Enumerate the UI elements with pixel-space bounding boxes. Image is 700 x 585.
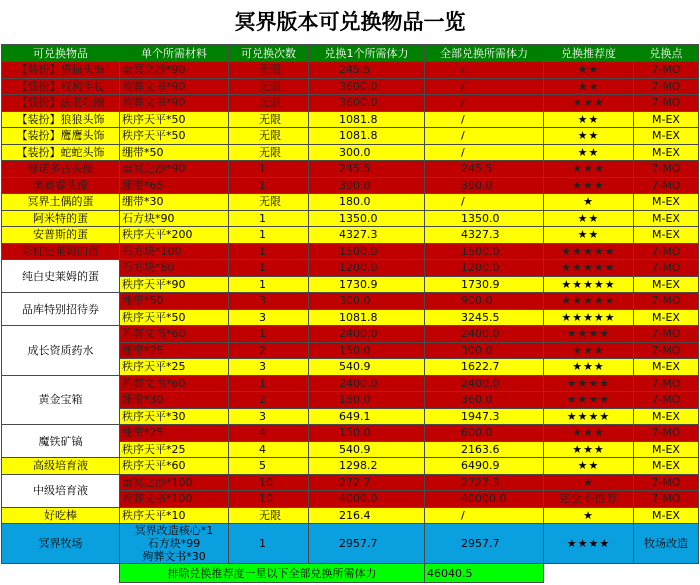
cost-cell: 1500.0 [309, 243, 425, 260]
rating-cell: ★★★★★ [544, 293, 634, 310]
table-row [2, 62, 699, 79]
point-cell: 7-MO [634, 95, 699, 112]
material-cell: 绷带*50 [120, 144, 229, 161]
rating-cell: ★★ [544, 78, 634, 95]
table-row [2, 161, 699, 178]
point-cell: M-EX [634, 408, 699, 425]
point-cell: 7-MO [634, 62, 699, 79]
material-cell: 绷带*30 [120, 392, 229, 409]
cost-cell: 3600.0 [309, 95, 425, 112]
rating-cell: ★★★★★ [544, 309, 634, 326]
cost-cell: 1200.0 [309, 260, 425, 277]
table-row [2, 425, 699, 442]
material-cell: 幽冥之沙*90 [120, 62, 229, 79]
material-cell: 殉葬文书*60 [120, 326, 229, 343]
header-cell-point: 兑换点 [634, 45, 699, 62]
times-cell: 10 [229, 474, 309, 491]
material-cell: 秩序天平*90 [120, 276, 229, 293]
total-cell: 6490.9 [425, 458, 544, 475]
table-row [2, 293, 699, 310]
cost-cell: 1730.9 [309, 276, 425, 293]
times-cell: 无限 [229, 62, 309, 79]
item-name: 冥界土偶的蛋 [2, 194, 120, 211]
material-cell: 秩序天平*25 [120, 359, 229, 376]
total-cell: / [425, 62, 544, 79]
rating-cell: ★★ [544, 458, 634, 475]
total-cell: 1730.9 [425, 276, 544, 293]
material-cell: 石方块*90 [120, 210, 229, 227]
total-cell: 390.0 [425, 177, 544, 194]
total-cell: 2727.3 [425, 474, 544, 491]
cost-cell: 4327.3 [309, 227, 425, 244]
rating-cell: ★★★ [544, 161, 634, 178]
point-cell: M-EX [634, 276, 699, 293]
summary-value: 46040.5 [425, 564, 544, 583]
material-cell: 殉葬文书*90 [120, 78, 229, 95]
table-row [2, 95, 699, 112]
times-cell: 4 [229, 425, 309, 442]
total-cell: 1947.3 [425, 408, 544, 425]
item-name: 阿米特的蛋 [2, 210, 120, 227]
material-cell: 绷带*25 [120, 342, 229, 359]
point-cell: M-EX [634, 111, 699, 128]
times-cell: 3 [229, 309, 309, 326]
header-cell-times: 可兑换次数 [229, 45, 309, 62]
total-cell: 1622.7 [425, 359, 544, 376]
cost-cell: 4000.0 [309, 491, 425, 508]
rating-cell: ★★ [544, 62, 634, 79]
header-cell-rating: 兑换推荐度 [544, 45, 634, 62]
cost-cell: 272.7 [309, 474, 425, 491]
point-cell: 牧场改造 [634, 524, 699, 564]
total-cell: 40000.0 [425, 491, 544, 508]
rating-cell: ★★ [544, 227, 634, 244]
item-name: 【装扮】狼狼头饰 [2, 111, 120, 128]
point-cell: 7-MO [634, 161, 699, 178]
table-row [2, 111, 699, 128]
point-cell: M-EX [634, 309, 699, 326]
times-cell: 1 [229, 210, 309, 227]
material-cell: 秩序天平*60 [120, 458, 229, 475]
table-row [2, 227, 699, 244]
rating-cell: ★ [544, 474, 634, 491]
cost-cell: 1298.2 [309, 458, 425, 475]
table-row [2, 177, 699, 194]
times-cell: 无限 [229, 144, 309, 161]
header-cell-cost: 兑换1个所需体力 [309, 45, 425, 62]
material-cell: 幽冥之沙*90 [120, 161, 229, 178]
item-name: 奥赛睿头像 [2, 177, 120, 194]
total-cell: / [425, 194, 544, 211]
point-cell: M-EX [634, 227, 699, 244]
cost-cell: 1081.8 [309, 111, 425, 128]
total-cell: 1350.0 [425, 210, 544, 227]
rating-cell: ★★★★★ [544, 260, 634, 277]
total-cell: / [425, 95, 544, 112]
times-cell: 1 [229, 227, 309, 244]
total-cell: / [425, 507, 544, 524]
rating-cell: ★★★★ [544, 375, 634, 392]
summary-label: 排除兑换推荐度一星以下全部兑换所需体力 [120, 564, 425, 583]
total-cell: 900.0 [425, 293, 544, 310]
cost-cell: 1081.8 [309, 128, 425, 145]
point-cell: 7-MO [634, 78, 699, 95]
total-cell: 2400.0 [425, 375, 544, 392]
point-cell: M-EX [634, 128, 699, 145]
point-cell: M-EX [634, 144, 699, 161]
rating-cell: ★ [544, 194, 634, 211]
item-name: 中级培育液 [2, 474, 120, 507]
item-name: 【装扮】蛇蛇头饰 [2, 144, 120, 161]
material-cell: 秩序天平*50 [120, 111, 229, 128]
item-name: 高级培育液 [2, 458, 120, 475]
cost-cell: 180.0 [309, 194, 425, 211]
point-cell: 7-MO [634, 474, 699, 491]
point-cell: 7-MO [634, 342, 699, 359]
times-cell: 1 [229, 177, 309, 194]
total-cell: / [425, 111, 544, 128]
total-cell: 2400.0 [425, 326, 544, 343]
rating-cell: ★★★ [544, 177, 634, 194]
times-cell: 1 [229, 375, 309, 392]
cost-cell: 300.0 [309, 144, 425, 161]
times-cell: 1 [229, 524, 309, 564]
point-cell: 7-MO [634, 243, 699, 260]
material-cell: 石方块*80 [120, 260, 229, 277]
point-cell: 7-MO [634, 260, 699, 277]
material-cell: 绷带*25 [120, 425, 229, 442]
cost-cell: 390.0 [309, 177, 425, 194]
times-cell: 无限 [229, 507, 309, 524]
item-name: 修诺多古头像 [2, 161, 120, 178]
times-cell: 3 [229, 408, 309, 425]
rating-cell: ★★ [544, 128, 634, 145]
rating-cell: ★★★★ [544, 326, 634, 343]
rating-cell: ★★ [544, 111, 634, 128]
item-name: 好吃棒 [2, 507, 120, 524]
material-line: 石方块*99 [147, 537, 201, 550]
cost-cell: 540.9 [309, 359, 425, 376]
total-cell: / [425, 144, 544, 161]
times-cell: 1 [229, 243, 309, 260]
item-name: 纯白史莱姆的蛋 [2, 260, 120, 293]
cost-cell: 300.0 [309, 293, 425, 310]
header-cell-item: 可兑换物品 [2, 45, 120, 62]
cost-cell: 2400.0 [309, 326, 425, 343]
material-line: 殉葬文书*30 [142, 550, 206, 563]
times-cell: 1 [229, 260, 309, 277]
cost-cell: 1081.8 [309, 309, 425, 326]
total-cell: 1200.0 [425, 260, 544, 277]
table-row [2, 326, 699, 343]
table-row [2, 243, 699, 260]
item-name: 魔铁矿镐 [2, 425, 120, 458]
material-cell: 秩序天平*25 [120, 441, 229, 458]
cost-cell: 1350.0 [309, 210, 425, 227]
total-cell: 600.0 [425, 425, 544, 442]
point-cell: 7-MO [634, 293, 699, 310]
rating-cell: ★★★ [544, 441, 634, 458]
total-cell: 2163.6 [425, 441, 544, 458]
cost-cell: 245.5 [309, 161, 425, 178]
cost-cell: 150.0 [309, 425, 425, 442]
material-cell: 绷带*65 [120, 177, 229, 194]
total-cell: 245.5 [425, 161, 544, 178]
point-cell: 7-MO [634, 491, 699, 508]
material-cell: 绷带*30 [120, 194, 229, 211]
times-cell: 4 [229, 441, 309, 458]
table-row [2, 474, 699, 491]
item-name: 黄金宝箱 [2, 375, 120, 425]
material-cell: 绷带*50 [120, 293, 229, 310]
times-cell: 2 [229, 342, 309, 359]
point-cell: M-EX [634, 458, 699, 475]
rating-cell: ★★★★ [544, 524, 634, 564]
table-row [2, 128, 699, 145]
cost-cell: 180.0 [309, 392, 425, 409]
total-cell: 300.0 [425, 342, 544, 359]
point-cell: 7-MO [634, 375, 699, 392]
point-cell: M-EX [634, 194, 699, 211]
cost-cell: 216.4 [309, 507, 425, 524]
times-cell: 无限 [229, 128, 309, 145]
item-name: 【装扮】权利手杖 [2, 78, 120, 95]
table-row [2, 458, 699, 475]
total-cell: 3245.5 [425, 309, 544, 326]
rating-cell: ★★★ [544, 342, 634, 359]
header-row [2, 45, 699, 62]
rating-cell: ★★ [544, 210, 634, 227]
rating-cell: ★★★ [544, 95, 634, 112]
cost-cell: 150.0 [309, 342, 425, 359]
times-cell: 1 [229, 326, 309, 343]
point-cell: M-EX [634, 507, 699, 524]
rating-cell: ★★★★★ [544, 276, 634, 293]
material-cell: 殉葬文书*100 [120, 491, 229, 508]
item-name: 安普斯的蛋 [2, 227, 120, 244]
point-cell: 7-MO [634, 177, 699, 194]
material-cell: 秩序天平*200 [120, 227, 229, 244]
summary-spacer [544, 564, 699, 583]
point-cell: M-EX [634, 441, 699, 458]
material-cell: 殉葬文书*90 [120, 95, 229, 112]
exchange-table [1, 44, 699, 583]
times-cell: 10 [229, 491, 309, 508]
rating-cell: ★ [544, 507, 634, 524]
times-cell: 2 [229, 392, 309, 409]
material-cell: 秩序天平*30 [120, 408, 229, 425]
times-cell: 无限 [229, 111, 309, 128]
times-cell: 1 [229, 161, 309, 178]
item-name: 冥界牧场 [2, 524, 120, 564]
material-line: 冥界改造核心*1 [134, 524, 214, 537]
cost-cell: 649.1 [309, 408, 425, 425]
cost-cell: 540.9 [309, 441, 425, 458]
rating-cell: ★★★ [544, 425, 634, 442]
item-name: 彩虹史莱姆的蛋 [2, 243, 120, 260]
times-cell: 3 [229, 293, 309, 310]
total-cell: 360.0 [425, 392, 544, 409]
material-cell: 石方块*100 [120, 243, 229, 260]
total-cell: 2957.7 [425, 524, 544, 564]
point-cell: 7-MO [634, 425, 699, 442]
table-row [2, 507, 699, 524]
item-name: 【装扮】鹰鹰头饰 [2, 128, 120, 145]
total-cell: 4327.3 [425, 227, 544, 244]
material-cell: 秩序天平*50 [120, 309, 229, 326]
total-cell: 1500.0 [425, 243, 544, 260]
table-body [2, 45, 699, 583]
table-row [2, 260, 699, 277]
material-cell: 秩序天平*50 [120, 128, 229, 145]
point-cell: 7-MO [634, 392, 699, 409]
cost-cell: 3600.0 [309, 78, 425, 95]
total-cell: / [425, 128, 544, 145]
times-cell: 无限 [229, 78, 309, 95]
cost-cell: 2957.7 [309, 524, 425, 564]
times-cell: 1 [229, 276, 309, 293]
point-cell: 7-MO [634, 326, 699, 343]
cost-cell: 2400.0 [309, 375, 425, 392]
table-row [2, 210, 699, 227]
point-cell: M-EX [634, 210, 699, 227]
material-list [120, 524, 229, 564]
rating-cell: ★★★★ [544, 408, 634, 425]
total-cell: / [425, 78, 544, 95]
item-name: 【装扮】法老项圈 [2, 95, 120, 112]
table-row [2, 194, 699, 211]
header-cell-total: 全部兑换所需体力 [425, 45, 544, 62]
summary-spacer [2, 564, 120, 583]
material-cell: 秩序天平*10 [120, 507, 229, 524]
page-title: 冥界版本可兑换物品一览 [234, 9, 466, 34]
times-cell: 3 [229, 359, 309, 376]
rating-cell: 完全不推荐 [544, 491, 634, 508]
times-cell: 5 [229, 458, 309, 475]
rating-cell: ★★★★ [544, 392, 634, 409]
table-row-ranch [2, 524, 699, 564]
header-cell-material: 单个所需材料 [120, 45, 229, 62]
rating-cell: ★★★★★ [544, 243, 634, 260]
table-row [2, 144, 699, 161]
item-name: 【装扮】猫猫头饰 [2, 62, 120, 79]
material-cell: 殉葬文书*60 [120, 375, 229, 392]
times-cell: 无限 [229, 194, 309, 211]
material-cell: 幽冥之沙*100 [120, 474, 229, 491]
item-name: 成长资质药水 [2, 326, 120, 376]
rating-cell: ★★ [544, 144, 634, 161]
rating-cell: ★★★ [544, 359, 634, 376]
table-row [2, 375, 699, 392]
cost-cell: 245.5 [309, 62, 425, 79]
summary-row [2, 564, 699, 583]
point-cell: M-EX [634, 359, 699, 376]
table-row [2, 78, 699, 95]
item-name: 品库特别招待券 [2, 293, 120, 326]
times-cell: 无限 [229, 95, 309, 112]
